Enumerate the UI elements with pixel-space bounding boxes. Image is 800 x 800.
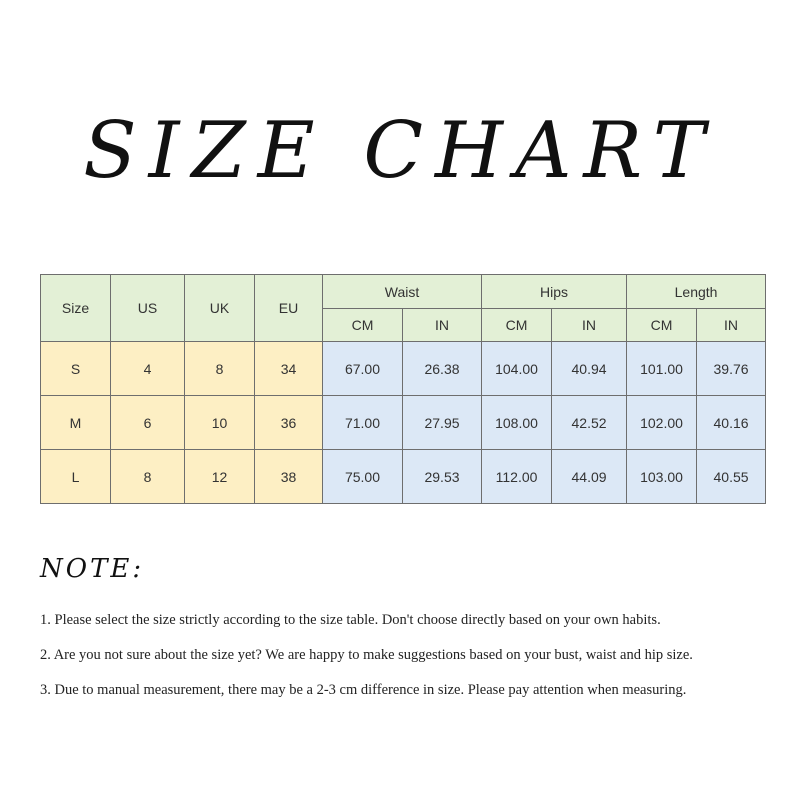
header-waist: Waist <box>323 275 482 309</box>
note-item: 1. Please select the size strictly according to the size table. Don't choose directly based on your own habits. <box>40 612 661 628</box>
cell-eu: 36 <box>255 396 323 450</box>
cell-waist-cm: 75.00 <box>323 450 403 504</box>
cell-length-cm: 101.00 <box>627 342 697 396</box>
cell-length-in: 40.55 <box>697 450 766 504</box>
header-length: Length <box>627 275 766 309</box>
cell-eu: 34 <box>255 342 323 396</box>
cell-size: L <box>41 450 111 504</box>
cell-waist-in: 27.95 <box>403 396 482 450</box>
cell-waist-in: 26.38 <box>403 342 482 396</box>
cell-hips-cm: 104.00 <box>482 342 552 396</box>
cell-eu: 38 <box>255 450 323 504</box>
header-eu: EU <box>255 275 323 342</box>
cell-uk: 12 <box>185 450 255 504</box>
table-row <box>41 342 766 396</box>
table-row <box>41 396 766 450</box>
note-list <box>40 610 780 715</box>
header-size: Size <box>41 275 111 342</box>
cell-waist-in: 29.53 <box>403 450 482 504</box>
size-table <box>40 274 766 504</box>
cell-size: S <box>41 342 111 396</box>
cell-uk: 8 <box>185 342 255 396</box>
cell-size: M <box>41 396 111 450</box>
header-hips: Hips <box>482 275 627 309</box>
page-title: SIZE CHART <box>83 106 717 196</box>
cell-hips-in: 44.09 <box>552 450 627 504</box>
note-heading: NOTE: <box>40 554 145 584</box>
header-length-cm: CM <box>627 309 697 342</box>
cell-us: 4 <box>111 342 185 396</box>
table-row <box>41 450 766 504</box>
cell-waist-cm: 67.00 <box>323 342 403 396</box>
header-hips-cm: CM <box>482 309 552 342</box>
cell-hips-cm: 112.00 <box>482 450 552 504</box>
header-waist-cm: CM <box>323 309 403 342</box>
header-waist-in: IN <box>403 309 482 342</box>
header-hips-in: IN <box>552 309 627 342</box>
cell-hips-in: 42.52 <box>552 396 627 450</box>
header-length-in: IN <box>697 309 766 342</box>
note-item: 3. Due to manual measurement, there may be a 2-3 cm difference in size. Please pay attention when measuring. <box>40 682 687 698</box>
header-uk: UK <box>185 275 255 342</box>
cell-uk: 10 <box>185 396 255 450</box>
cell-length-in: 40.16 <box>697 396 766 450</box>
cell-us: 8 <box>111 450 185 504</box>
header-us: US <box>111 275 185 342</box>
cell-waist-cm: 71.00 <box>323 396 403 450</box>
table-header-row <box>41 275 766 309</box>
cell-length-in: 39.76 <box>697 342 766 396</box>
note-item: 2. Are you not sure about the size yet? We are happy to make suggestions based on your bust, waist and hip size. <box>40 647 693 663</box>
cell-hips-in: 40.94 <box>552 342 627 396</box>
cell-hips-cm: 108.00 <box>482 396 552 450</box>
cell-us: 6 <box>111 396 185 450</box>
cell-length-cm: 102.00 <box>627 396 697 450</box>
cell-length-cm: 103.00 <box>627 450 697 504</box>
